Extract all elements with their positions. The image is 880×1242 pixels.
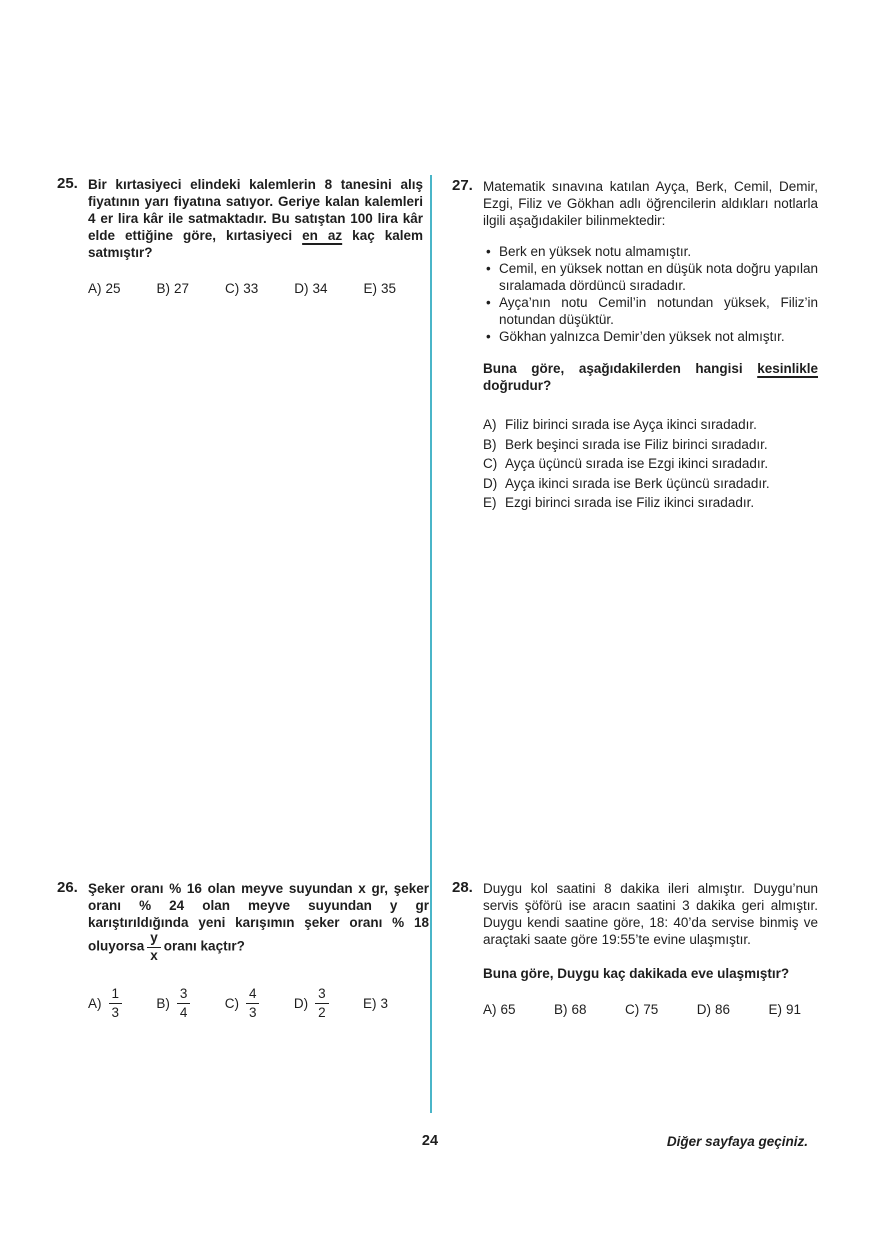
option-label: A): [483, 1002, 497, 1017]
option-label: B): [483, 436, 497, 452]
option-d: [294, 280, 327, 297]
option-c: [483, 455, 818, 472]
option-value: Filiz birinci sırada ise Ayça ikinci sıradadır.: [505, 417, 757, 432]
stem-text: Şeker oranı % 16 olan meyve suyundan x gr, şeker oranı % 24 olan meyve suyundan y gr karıştırıldığında yeni karışımın şeker oranı % 18 oluyorsa: [88, 881, 429, 954]
fraction-numerator: 1: [109, 987, 123, 1004]
option-label: D): [294, 281, 309, 296]
option-fraction: [315, 987, 329, 1019]
option-value: Berk beşinci sırada ise Filiz birinci sıradadır.: [505, 436, 768, 452]
option-label: D): [293, 996, 309, 1012]
page-number: 24: [421, 1133, 439, 1149]
fraction-y-over-x: [147, 931, 161, 963]
question-27-clues: [484, 243, 818, 345]
clue-item: • Berk en yüksek notu almamıştır.: [484, 243, 818, 260]
option-d: [294, 987, 332, 1019]
option-value: 91: [785, 1002, 801, 1017]
option-value: 65: [500, 1002, 516, 1017]
option-label: B): [553, 1002, 568, 1017]
option-label: B): [156, 996, 170, 1012]
option-label: D): [483, 475, 498, 491]
option-value: 33: [243, 281, 259, 296]
column-divider: [430, 175, 432, 1113]
option-b: [156, 280, 189, 297]
question-25-stem: [88, 176, 423, 261]
prompt-text: doğrudur?: [483, 378, 552, 393]
option-value: Ezgi birinci sırada ise Filiz ikinci sıradadır.: [505, 495, 755, 510]
option-label: A): [88, 996, 102, 1012]
question-26-options: [88, 987, 388, 1019]
clue-item: • Gökhan yalnızca Demir’den yüksek not almıştır.: [484, 328, 818, 345]
question-25-number: 25.: [57, 175, 78, 192]
question-25-options: [88, 280, 396, 297]
option-label: C): [224, 281, 240, 296]
clue-item: • Ayça’nın notu Cemil’in notundan yüksek, Filiz’in notundan düşüktür.: [484, 294, 818, 328]
option-label: A): [483, 417, 497, 432]
question-28-prompt: Buna göre, Duygu kaç dakikada eve ulaşmıştır?: [483, 966, 790, 981]
underlined-phrase: kesinlikle: [757, 361, 818, 376]
option-e: [768, 1001, 801, 1018]
fraction-denominator: x: [150, 948, 158, 964]
continue-note: Diğer sayfaya geçiniz.: [666, 1134, 808, 1149]
fraction-denominator: 4: [179, 1004, 188, 1020]
option-fraction: [177, 987, 191, 1019]
option-a: [88, 987, 125, 1019]
option-c: [625, 1001, 658, 1018]
question-26-stem: [88, 880, 429, 963]
option-e: [483, 494, 818, 511]
stem-text: oranı kaçtır?: [163, 938, 245, 954]
question-27-stem: Matematik sınavına katılan Ayça, Berk, Cemil, Demir, Ezgi, Filiz ve Gökhan adlı öğrencilerin aldıkları notlarla ilgili aşağıdakiler bilinmektedir:: [483, 179, 818, 228]
option-value: 35: [380, 281, 396, 296]
question-25: [57, 176, 423, 297]
option-b: [483, 436, 818, 453]
question-28-number: 28.: [452, 879, 473, 896]
option-value: 34: [312, 281, 328, 296]
option-label: E): [362, 996, 377, 1012]
option-a: [88, 280, 121, 297]
option-label: E): [768, 1002, 782, 1017]
question-27-options: [483, 416, 818, 511]
fraction-numerator: 4: [246, 987, 260, 1004]
fraction-numerator: 3: [315, 987, 329, 1004]
prompt-text: Buna göre, aşağıdakilerden hangisi: [483, 361, 758, 376]
option-value: 68: [571, 1002, 587, 1017]
option-d: [697, 1001, 730, 1018]
question-28-stem: Duygu kol saatini 8 dakika ileri almıştır. Duygu’nun servis şöförü ise aracın saatini 3 dakika geri almıştır. Duygu kendi saatine göre, 18: 40’da servise binmiş ve araçtaki saate göre 19:55’te evine ulaşmıştır.: [483, 881, 818, 947]
question-27: [452, 178, 818, 514]
stem-text: kaç kalem satmıştır?: [88, 228, 424, 260]
question-28-options: [483, 1001, 801, 1018]
option-value: 3: [380, 996, 388, 1012]
question-26-number: 26.: [57, 879, 78, 896]
option-label: C): [224, 996, 239, 1012]
option-value: 27: [173, 281, 190, 296]
question-27-number: 27.: [452, 177, 473, 194]
fraction-denominator: 2: [318, 1004, 326, 1020]
question-28: [452, 880, 818, 1018]
option-c: [225, 280, 258, 297]
option-b: [554, 1001, 587, 1018]
option-a: [483, 1001, 516, 1018]
fraction-numerator: y: [147, 931, 161, 948]
option-label: A): [88, 281, 102, 296]
stem-text: Bir kırtasiyeci elindeki kalemlerin 8 tanesini alış fiyatının yarı fiyatına satıyor. Geriye kalan kalemleri 4 er lira kâr ile satmaktadır. Bu satıştan 100 lira kâr elde ettiğine göre, kırtasiyeci: [88, 177, 423, 243]
option-label: C): [483, 456, 498, 471]
option-value: 25: [105, 281, 121, 296]
option-label: D): [696, 1002, 711, 1017]
option-value: 86: [714, 1002, 730, 1017]
option-value: Ayça ikinci sırada ise Berk üçüncü sıradadır.: [505, 475, 770, 491]
option-a: [483, 416, 818, 433]
option-value: Ayça üçüncü sırada ise Ezgi ikinci sıradadır.: [505, 456, 769, 471]
question-27-prompt: [483, 360, 818, 394]
option-fraction: [246, 987, 260, 1019]
clue-item: • Cemil, en yüksek nottan en düşük nota doğru yapılan sıralamada dördüncü sıradadır.: [484, 260, 818, 294]
option-value: 75: [643, 1002, 659, 1017]
option-label: B): [156, 281, 170, 296]
option-c: [225, 987, 263, 1019]
option-label: E): [483, 495, 497, 510]
option-e: [363, 280, 396, 297]
option-e: [363, 987, 388, 1019]
question-26: [57, 880, 429, 1020]
option-b: [156, 987, 193, 1019]
option-label: E): [363, 281, 377, 296]
fraction-denominator: 3: [248, 1004, 257, 1020]
option-d: [483, 475, 818, 492]
underlined-phrase: en az: [302, 228, 343, 243]
fraction-numerator: 3: [177, 987, 191, 1004]
fraction-denominator: 3: [111, 1004, 120, 1020]
option-label: C): [624, 1002, 640, 1017]
option-fraction: [109, 987, 123, 1019]
